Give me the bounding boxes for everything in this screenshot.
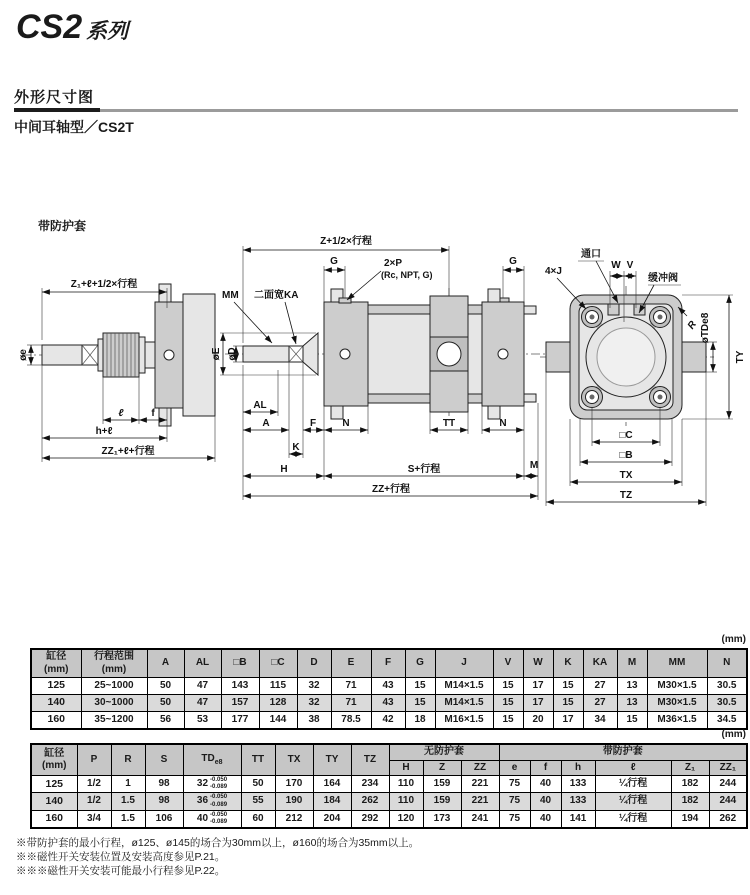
column-header: TT [241, 744, 275, 776]
drawing-boot-view [18, 277, 218, 462]
cell: 78.5 [331, 712, 371, 729]
column-header: P [77, 744, 111, 776]
cell: 60 [241, 810, 275, 828]
dim-label-tt: TT [442, 418, 456, 429]
cell: M30×1.5 [647, 695, 707, 712]
cell: 50 [147, 678, 184, 695]
cell: 47 [184, 678, 221, 695]
cell: 157 [221, 695, 259, 712]
cell: 144 [259, 712, 297, 729]
cell: 173 [423, 810, 461, 828]
cell: 159 [423, 776, 461, 793]
column-header: N [707, 649, 747, 678]
cell: 15 [493, 695, 523, 712]
cell: 47 [184, 695, 221, 712]
cell: 32 -0.050 -0.089 [183, 776, 241, 793]
table-row [31, 776, 747, 793]
column-header: W [523, 649, 553, 678]
footnote-3: ※※※磁性开关安装可能最小行程参见P.22。 [16, 865, 226, 878]
column-header: A [147, 649, 184, 678]
column-header: $TD_{e8}$ [183, 744, 241, 776]
footnote-2: ※※磁性开关安装位置及安装高度参见P.21。 [16, 851, 226, 864]
dim-label-c: □C [619, 430, 633, 441]
cell: 75 [499, 776, 530, 793]
section-underline-gray [100, 109, 738, 112]
dim-label-tx: TX [619, 470, 633, 481]
cell: 50 [147, 695, 184, 712]
column-header: 缸径 (mm) [31, 744, 77, 776]
cell: 18 [405, 712, 435, 729]
cell: 50 [241, 776, 275, 793]
boot-caption: 带防护套 [38, 219, 87, 233]
cell: 30.5 [707, 695, 747, 712]
cell: M14×1.5 [435, 695, 493, 712]
dim-label-h: H [280, 464, 288, 475]
dim-label-tz: TZ [619, 490, 633, 501]
cell: 71 [331, 678, 371, 695]
cell: 204 [313, 810, 351, 828]
dim-label-g-right: G [509, 256, 517, 267]
cell: 3/4 [77, 810, 111, 828]
cell: M30×1.5 [647, 678, 707, 695]
cell: M36×1.5 [647, 712, 707, 729]
dim-label-l: ℓ [118, 408, 124, 419]
dim-label-oD: øD [227, 347, 238, 361]
column-header: G [405, 649, 435, 678]
cell: 115 [259, 678, 297, 695]
cell: 212 [275, 810, 313, 828]
cell: 133 [561, 793, 595, 810]
trunnion-pin-right [682, 342, 706, 372]
trunnion-pin-left [546, 342, 570, 372]
cell: 182 [671, 793, 709, 810]
section-title: 外形尺寸图 [14, 89, 95, 106]
dim-label-f: f [151, 408, 155, 419]
dim-label-h-plus-l: h+ℓ [95, 426, 113, 437]
dim-label-n-right: N [499, 418, 507, 429]
column-header: 带防护套 [499, 744, 747, 760]
column-header: E [331, 649, 371, 678]
column-header: AL [184, 649, 221, 678]
column-header: ZZ₁ [709, 760, 747, 776]
cell: 141 [561, 810, 595, 828]
cell: 38 [297, 712, 331, 729]
column-header: D [297, 649, 331, 678]
cell: 32 [297, 678, 331, 695]
trunnion-pin [437, 342, 461, 366]
cell: 35~1200 [81, 712, 147, 729]
dim-label-s-stroke: S+行程 [407, 464, 441, 475]
cell: 164 [313, 776, 351, 793]
column-header: J [435, 649, 493, 678]
cell: 71 [331, 695, 371, 712]
dimensions-table-2 [30, 743, 748, 829]
cell: 241 [461, 810, 499, 828]
cell: 128 [259, 695, 297, 712]
column-header: H [389, 760, 423, 776]
cell: 75 [499, 810, 530, 828]
cell: M16×1.5 [435, 712, 493, 729]
column-header: ℓ [595, 760, 671, 776]
cell: 15 [405, 695, 435, 712]
cell: 40 [530, 776, 561, 793]
page-title [16, 8, 128, 47]
cell: 234 [351, 776, 389, 793]
cell: 27 [583, 695, 617, 712]
column-header: R [111, 744, 145, 776]
cell: 34 [583, 712, 617, 729]
dim-label-f2: F [309, 418, 317, 429]
row-header-bore: 160 [31, 712, 81, 729]
column-header: K [553, 649, 583, 678]
section-underline-dark [14, 108, 100, 112]
cell: 55 [241, 793, 275, 810]
dim-label-m: M [529, 460, 539, 471]
model-subtitle: 中间耳轴型／CS2T [14, 119, 134, 135]
cell: 1/2 [77, 793, 111, 810]
cell: 292 [351, 810, 389, 828]
cell: 15 [553, 695, 583, 712]
row-header-bore: 160 [31, 810, 77, 828]
dim-label-k: K [292, 442, 300, 453]
dimensions-table-1 [30, 648, 748, 730]
column-header: Z [423, 760, 461, 776]
table-row [31, 678, 747, 695]
column-header: TX [275, 744, 313, 776]
cell: 244 [709, 776, 747, 793]
cell: 182 [671, 776, 709, 793]
drawing-end-view [540, 247, 746, 506]
table-row [31, 712, 747, 729]
table-row [31, 793, 747, 810]
cell: 17 [553, 712, 583, 729]
port-label: 2×P [384, 258, 403, 269]
column-header: TZ [351, 744, 389, 776]
dim-label-w: W [611, 260, 621, 271]
table-row [31, 810, 747, 828]
column-header: e [499, 760, 530, 776]
footnote-1: ※带防护套的最小行程，ø125、ø145的场合为30mm以上，ø160的场合为35mm以上。 [16, 837, 420, 849]
cell: 98 [145, 776, 183, 793]
dim-label-g-left: G [330, 256, 338, 267]
cell: 40 -0.050 -0.089 [183, 810, 241, 828]
dim-label-al: AL [253, 400, 267, 411]
cell: 30.5 [707, 678, 747, 695]
tie-rod-thread-label: 4×J [545, 266, 562, 277]
cell: 15 [617, 712, 647, 729]
cell: 40 [530, 793, 561, 810]
cell: 262 [351, 793, 389, 810]
dim-label-z1-stroke: Z₁+ℓ+1/2×行程 [70, 279, 138, 290]
cell: 184 [313, 793, 351, 810]
series-suffix: 系列 [86, 20, 129, 43]
cell: 143 [221, 678, 259, 695]
wrench-flat-label: 二面宽KA [254, 290, 299, 301]
cell: 170 [275, 776, 313, 793]
column-header: □B [221, 649, 259, 678]
cell: 133 [561, 776, 595, 793]
piston-rod [42, 345, 82, 365]
dim-label-n-left: N [342, 418, 350, 429]
dim-label-ty: TY [735, 350, 746, 364]
bellows-boot [103, 333, 139, 377]
dim-label-oe: øe [18, 349, 29, 361]
column-header: 行程范围 (mm) [81, 649, 147, 678]
cell: 34.5 [707, 712, 747, 729]
dim-label-a: A [262, 418, 270, 429]
cell: 25~1000 [81, 678, 147, 695]
row-header-bore: 125 [31, 776, 77, 793]
cell: 43 [371, 695, 405, 712]
dimension-drawings [0, 210, 750, 638]
cushion-valve-label: 缓冲阀 [648, 273, 678, 284]
row-header-bore: 125 [31, 678, 81, 695]
unit-note-2: (mm) [721, 729, 746, 740]
cell: ¼行程 [595, 776, 671, 793]
cell: 1.5 [111, 793, 145, 810]
column-header: F [371, 649, 405, 678]
cell: 194 [671, 810, 709, 828]
cell: 53 [184, 712, 221, 729]
corner-radius-label: R [685, 319, 699, 332]
dim-label-z-stroke: Z+1/2×行程 [320, 236, 372, 247]
cell: M14×1.5 [435, 678, 493, 695]
row-header-bore: 140 [31, 793, 77, 810]
cell: 110 [389, 776, 423, 793]
cell: 27 [583, 678, 617, 695]
column-header: 缸径 (mm) [31, 649, 81, 678]
dim-label-b: □B [619, 450, 633, 461]
column-header: f [530, 760, 561, 776]
series-logo: CS2 [16, 8, 83, 46]
unit-note-1: (mm) [721, 634, 746, 645]
cell: 42 [371, 712, 405, 729]
cell: 177 [221, 712, 259, 729]
cell: 20 [523, 712, 553, 729]
column-header: □C [259, 649, 297, 678]
cell: 75 [499, 793, 530, 810]
cell: 17 [523, 695, 553, 712]
cell: 106 [145, 810, 183, 828]
drawing-side-view [211, 234, 550, 500]
cell: 1 [111, 776, 145, 793]
port-thread-label: (Rc, NPT, G) [381, 270, 433, 280]
cell: ¼行程 [595, 793, 671, 810]
column-header: V [493, 649, 523, 678]
cell: 159 [423, 793, 461, 810]
cell: 56 [147, 712, 184, 729]
cell: 15 [405, 678, 435, 695]
cell: 190 [275, 793, 313, 810]
dim-label-td: øTDe8 [700, 312, 711, 344]
cell: 13 [617, 695, 647, 712]
cell: 244 [709, 793, 747, 810]
cell: 40 [530, 810, 561, 828]
dim-label-zz1: ZZ₁+ℓ+行程 [101, 446, 155, 457]
piston-rod [243, 346, 289, 362]
cell: 32 [297, 695, 331, 712]
cell: 120 [389, 810, 423, 828]
cell: ¼行程 [595, 810, 671, 828]
footnotes [16, 836, 419, 879]
column-header: TY [313, 744, 351, 776]
cell: 30~1000 [81, 695, 147, 712]
cell: 98 [145, 793, 183, 810]
cell: 36 -0.050 -0.089 [183, 793, 241, 810]
cell: 1/2 [77, 776, 111, 793]
cell: 15 [493, 712, 523, 729]
cell: 221 [461, 793, 499, 810]
port-opening [608, 304, 619, 315]
column-header: ZZ [461, 760, 499, 776]
column-header: 无防护套 [389, 744, 499, 760]
cell: 221 [461, 776, 499, 793]
table-row [31, 695, 747, 712]
cell: 1.5 [111, 810, 145, 828]
column-header: MM [647, 649, 707, 678]
cell: 17 [523, 678, 553, 695]
column-header: S [145, 744, 183, 776]
column-header: KA [583, 649, 617, 678]
dim-label-zz-stroke: ZZ+行程 [371, 484, 411, 495]
port-label: 通口 [581, 249, 601, 260]
dim-label-v: V [626, 260, 634, 271]
cell: 13 [617, 678, 647, 695]
rod-thread-label: MM [222, 290, 239, 301]
column-header: Z₁ [671, 760, 709, 776]
cell: 15 [493, 678, 523, 695]
column-header: h [561, 760, 595, 776]
cell: 15 [553, 678, 583, 695]
dim-label-oE: øE [211, 347, 222, 361]
cell: 43 [371, 678, 405, 695]
column-header: M [617, 649, 647, 678]
row-header-bore: 140 [31, 695, 81, 712]
cell: 110 [389, 793, 423, 810]
cell: 262 [709, 810, 747, 828]
